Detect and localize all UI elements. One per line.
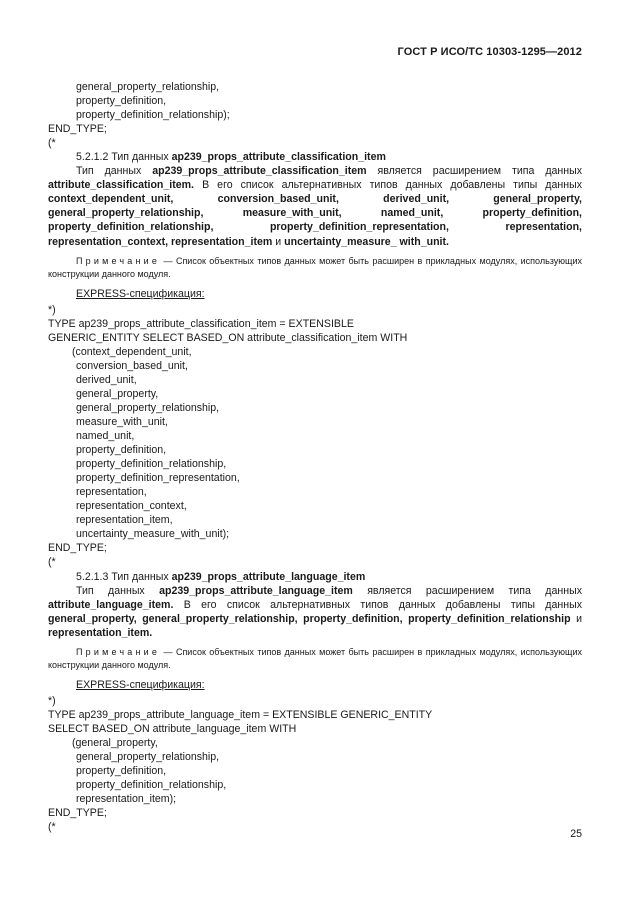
select-item: property_definition, [76,765,167,778]
p-mid: является расширением типа данных [352,584,582,597]
comment-open: (* [48,137,56,150]
p-types: context_dependent_unit, conversion_based_unit, derived_unit, general_property, general_property_relationship, measure_with_unit, named_unit, property_definition, property_definition_relationship, property_definition_representation, representation, representation_context, representation_item [48,193,582,248]
end-type: END_TYPE; [48,542,107,555]
select-item: representation, [76,486,147,499]
note-text: — Список объектных типов данных может быть расширен в прикладных модулях, использующих конструкции данного модуля. [48,646,582,670]
type-declaration: TYPE ap239_props_attribute_language_item = EXTENSIBLE GENERIC_ENTITY [48,708,433,721]
express-spec-label: EXPRESS-спецификация: [76,287,205,300]
select-declaration: GENERIC_ENTITY SELECT BASED_ON attribute_classification_item WITH [48,331,408,344]
select-item: representation_item); [76,793,177,806]
select-item: named_unit, [76,430,135,443]
select-item: representation_context, [76,500,187,513]
select-declaration: SELECT BASED_ON attribute_language_item WITH [48,722,297,735]
page-number: 25 [570,828,582,840]
select-item-first: (context_dependent_unit, [72,345,192,358]
code-block-1 [48,80,582,150]
page-content [48,80,582,834]
section-5-2-1-2 [48,150,582,569]
code-line: property_definition, [76,95,167,108]
heading-prefix: 5.2.1.2 Тип данных [76,151,172,164]
p-mid: является расширением типа данных [366,165,582,178]
comment-close: *) [48,694,56,707]
select-item: uncertainty_measure_with_unit); [76,528,230,541]
express-spec-label: EXPRESS-спецификация: [76,678,205,691]
section-paragraph [48,164,582,248]
p-types: general_property, general_property_relationship, property_definition, property_definition_relationship [48,612,571,625]
heading-type-name: ap239_props_attribute_classification_item [171,151,386,164]
note-text: — Список объектных типов данных может быть расширен в прикладных модулях, использующих конструкции данного модуля. [48,255,582,279]
p-prefix: Тип данных [76,584,160,597]
select-item: property_definition, [76,444,167,457]
p-and: и [570,612,582,625]
p-list-intro: В его список альтернативных типов данных добавлены типы данных [173,598,582,611]
p-base-type: attribute_language_item. [48,598,174,611]
comment-open: (* [48,821,56,834]
code-line: property_definition_relationship); [76,109,230,122]
select-item: general_property, [76,387,159,400]
note-label: Примечание [76,255,161,266]
select-item-first: (general_property, [72,736,158,749]
select-items [48,359,582,542]
note [48,255,582,281]
heading-type-name: ap239_props_attribute_language_item [171,570,366,583]
p-type-name: ap239_props_attribute_language_item [159,584,353,597]
p-list-intro: В его список альтернативных типов данных добавлены типы данных [194,179,582,192]
select-item: measure_with_unit, [76,415,168,428]
type-declaration: TYPE ap239_props_attribute_classification_item = EXTENSIBLE [48,317,354,330]
p-last-type: uncertainty_measure_ with_unit. [284,235,449,248]
section-paragraph [48,584,582,640]
select-item: property_definition_relationship, [76,458,227,471]
note [48,646,582,672]
heading-prefix: 5.2.1.3 Тип данных [76,570,172,583]
select-item: property_definition_representation, [76,472,240,485]
p-prefix: Тип данных [76,165,153,178]
note-label: Примечание [76,646,161,657]
section-heading [48,150,582,164]
section-5-2-1-3 [48,570,582,835]
section-heading [48,570,582,584]
p-base-type: attribute_classification_item. [48,179,195,192]
select-item: property_definition_relationship, [76,779,227,792]
select-item: derived_unit, [76,373,137,386]
end-type: END_TYPE; [48,123,107,136]
select-item: representation_item, [76,514,173,527]
p-type-name: ap239_props_attribute_classification_item [152,165,367,178]
p-and: и [272,235,285,248]
select-item: general_property_relationship, [76,750,220,763]
select-items [48,750,582,806]
code-line: general_property_relationship, [76,81,220,93]
select-item: conversion_based_unit, [76,359,188,372]
comment-close: *) [48,303,56,316]
p-last-type: representation_item. [48,626,153,639]
comment-open: (* [48,556,56,569]
end-type: END_TYPE; [48,807,107,820]
document-header: ГОСТ Р ИСО/ТС 10303-1295—2012 [397,46,582,58]
select-item: general_property_relationship, [76,401,220,414]
